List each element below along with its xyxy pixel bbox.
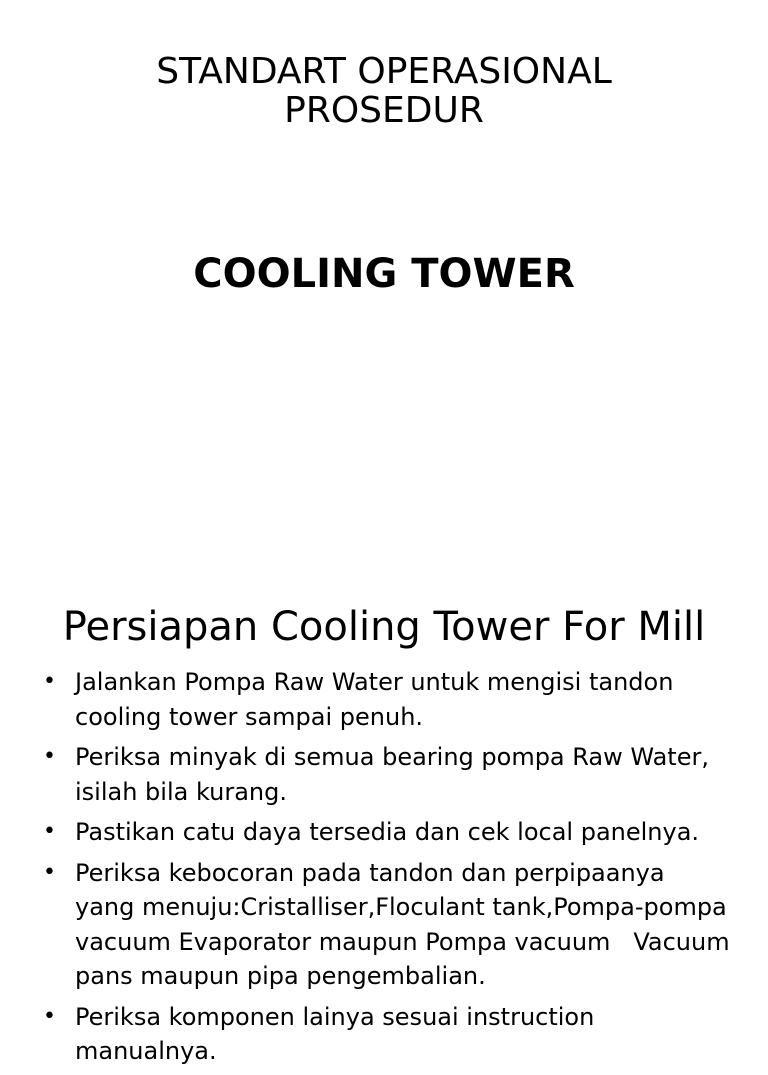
sop-title bbox=[84, 52, 684, 130]
slide-heading: Persiapan Cooling Tower For Mill bbox=[62, 604, 706, 650]
bullet-item bbox=[40, 856, 738, 994]
slide-preparation bbox=[0, 576, 768, 1065]
bullet-item bbox=[40, 665, 730, 734]
bullet-dot-icon: • bbox=[43, 1003, 56, 1029]
bullet-item bbox=[40, 815, 730, 850]
bullet-text: Jalankan Pompa Raw Water untuk mengisi tandon cooling tower sampai penuh. bbox=[75, 668, 674, 731]
bullet-text: Periksa kebocoran pada tandon dan perpipaanya yang menuju:Cristalliser,Floculant tank,Pompa-pompa vacuum Evaporator maupun Pompa vacuum Vacuum pans maupun pipa pengembalian. bbox=[75, 858, 738, 990]
bullet-list bbox=[40, 665, 738, 1075]
sop-title-line-2: PROSEDUR bbox=[284, 90, 484, 131]
subject-title: COOLING TOWER bbox=[193, 251, 575, 297]
bullet-text: Periksa minyak di semua bearing pompa Raw Water, isilah bila kurang. bbox=[75, 743, 709, 806]
bullet-item bbox=[40, 740, 730, 809]
sop-title-line-1: STANDART OPERASIONAL bbox=[156, 51, 612, 92]
bullet-text: Periksa komponen lainya sesuai instruction manualnya. bbox=[75, 1002, 595, 1065]
bullet-dot-icon: • bbox=[43, 859, 56, 885]
bullet-dot-icon: • bbox=[43, 744, 56, 769]
bullet-dot-icon: • bbox=[43, 669, 56, 694]
bullet-dot-icon: • bbox=[43, 819, 56, 844]
bullet-item bbox=[40, 1000, 730, 1069]
bullet-text: Pastikan catu daya tersedia dan cek local panelnya. bbox=[75, 818, 700, 846]
